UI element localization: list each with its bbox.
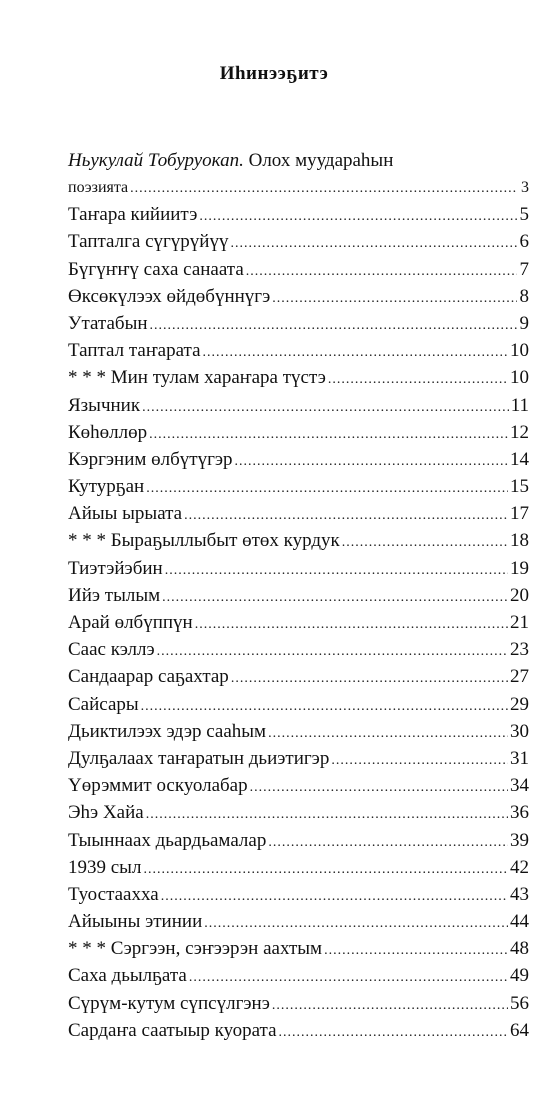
toc-entry-title: 1939 сыл bbox=[68, 856, 142, 878]
toc-entry bbox=[68, 962, 529, 989]
toc-leader-dots bbox=[268, 829, 508, 854]
toc-entry-title: Үөрэммит оскуолабар bbox=[68, 775, 248, 797]
toc-leader-dots bbox=[150, 312, 518, 337]
toc-page-number: 3 bbox=[521, 179, 529, 196]
toc-leader-dots bbox=[204, 910, 508, 935]
toc-entry-title: * * * Сэргээн, сэҥээрэн аахтым bbox=[68, 938, 323, 960]
toc-entry bbox=[68, 854, 529, 881]
toc-leader-dots bbox=[203, 339, 509, 364]
toc-entry-title: Дулҕалаах таҥаратын дьиэтигэр bbox=[68, 747, 330, 769]
toc-page-number: 30 bbox=[510, 720, 529, 742]
toc-entry-title: Ийэ тылым bbox=[68, 584, 161, 606]
toc-leader-dots bbox=[141, 693, 508, 718]
toc-leader-dots bbox=[324, 937, 508, 962]
toc-page-number: 15 bbox=[510, 476, 529, 498]
toc-entry-title: Эһэ Хайа bbox=[68, 802, 144, 824]
toc-entry bbox=[68, 256, 529, 283]
toc-entry bbox=[68, 609, 529, 636]
toc-entry bbox=[68, 392, 529, 419]
toc-page-number: 39 bbox=[510, 829, 529, 851]
toc-page-number: 44 bbox=[510, 911, 529, 933]
toc-page-number: 42 bbox=[510, 856, 529, 878]
toc-entry-title: Айыы ырыата bbox=[68, 503, 183, 525]
toc-entry bbox=[68, 527, 529, 554]
toc-leader-dots bbox=[230, 230, 517, 255]
toc-entry bbox=[68, 364, 529, 391]
toc-leader-dots bbox=[331, 747, 508, 772]
toc-leader-dots bbox=[272, 285, 517, 310]
toc-page-number: 17 bbox=[510, 503, 529, 525]
toc-entry-title: Утатабын bbox=[68, 312, 148, 334]
toc-page-number: 14 bbox=[510, 448, 529, 470]
toc-leader-dots bbox=[250, 774, 508, 799]
toc-entry bbox=[68, 500, 529, 527]
toc-entry bbox=[68, 745, 529, 772]
toc-entry-title: Туостаахха bbox=[68, 883, 159, 905]
toc-page-number: 27 bbox=[510, 666, 529, 688]
toc-entry bbox=[68, 283, 529, 310]
toc-entry bbox=[68, 691, 529, 718]
toc-leader-dots bbox=[235, 448, 508, 473]
toc-entry-title: Тапталга сүгүрүйүү bbox=[68, 231, 229, 253]
toc-entry-title: Өксөкүлээх өйдөбүннүгэ bbox=[68, 285, 271, 307]
toc-entry-title: Язычник bbox=[68, 394, 141, 416]
toc-entry bbox=[68, 908, 529, 935]
toc-leader-dots bbox=[130, 175, 517, 201]
toc-leader-dots bbox=[272, 992, 508, 1017]
toc-entry bbox=[68, 663, 529, 690]
toc-entry-title: Саха дьылҕата bbox=[68, 965, 187, 987]
toc-entry bbox=[68, 799, 529, 826]
toc-leader-dots bbox=[328, 366, 508, 391]
table-of-contents bbox=[68, 148, 529, 1044]
toc-page-number: 29 bbox=[510, 693, 529, 715]
toc-entry-title: * * * Мин тулам хараҥара түстэ bbox=[68, 367, 326, 389]
toc-entry-title: Тыыннаах дьардьамалар bbox=[68, 829, 267, 851]
toc-entry bbox=[68, 1017, 529, 1044]
toc-leader-dots bbox=[165, 557, 508, 582]
toc-entry-title: * * * Быраҕыллыбыт өтөх курдук bbox=[68, 530, 340, 552]
toc-page-number: 10 bbox=[510, 340, 529, 362]
toc-entry-title: Тиэтэйэбин bbox=[68, 557, 163, 579]
toc-page-number: 43 bbox=[510, 883, 529, 905]
toc-entries bbox=[68, 174, 529, 1044]
toc-leader-dots bbox=[342, 529, 508, 554]
toc-page-number: 23 bbox=[510, 639, 529, 661]
toc-page-number: 64 bbox=[510, 1019, 529, 1041]
toc-entry bbox=[68, 228, 529, 255]
toc-page-number: 21 bbox=[510, 612, 529, 633]
toc-entry bbox=[68, 446, 529, 473]
toc-leader-dots bbox=[246, 258, 517, 283]
toc-entry-title: Кэргэним өлбүтүгэр bbox=[68, 448, 233, 470]
toc-entry-title: Таҥара кийиитэ bbox=[68, 204, 198, 226]
toc-entry bbox=[68, 990, 529, 1017]
toc-leader-dots bbox=[189, 964, 508, 989]
toc-entry-title: Саас кэллэ bbox=[68, 639, 155, 661]
toc-leader-dots bbox=[199, 203, 517, 228]
toc-entry bbox=[68, 473, 529, 500]
toc-entry-title: Таптал таҥарата bbox=[68, 340, 201, 362]
toc-leader-dots bbox=[231, 665, 508, 690]
toc-entry bbox=[68, 772, 529, 799]
toc-leader-dots bbox=[162, 584, 508, 609]
toc-leader-dots bbox=[142, 394, 509, 419]
toc-entry bbox=[68, 718, 529, 745]
toc-entry bbox=[68, 419, 529, 446]
toc-entry-title: Айыыны этинии bbox=[68, 911, 203, 933]
toc-page-number: 56 bbox=[510, 992, 529, 1014]
toc-entry bbox=[68, 582, 529, 609]
toc-leader-dots bbox=[279, 1019, 509, 1044]
toc-page-number: 8 bbox=[519, 285, 529, 307]
toc-leader-dots bbox=[161, 883, 508, 908]
toc-page-number: 34 bbox=[510, 775, 529, 797]
intro-author: Ньукулай Тобуруокап. bbox=[68, 150, 244, 171]
toc-page-number: 19 bbox=[510, 557, 529, 579]
toc-entry-title: Сүрүм-кутум сүпсүлгэнэ bbox=[68, 992, 270, 1014]
toc-entry-title: Көһөллөр bbox=[68, 421, 148, 443]
toc-page-number: 12 bbox=[510, 421, 529, 443]
toc-entry-title: Арай өлбүппүн bbox=[68, 612, 193, 633]
toc-page-number: 48 bbox=[510, 938, 529, 960]
toc-page-number: 49 bbox=[510, 965, 529, 987]
toc-entry bbox=[68, 555, 529, 582]
toc-entry-title: Сандаарар саҕахтар bbox=[68, 666, 229, 688]
toc-entry-title: Сайсары bbox=[68, 693, 139, 715]
toc-page-number: 36 bbox=[510, 802, 529, 824]
toc-leader-dots bbox=[184, 502, 508, 527]
toc-entry-title: Дьиктилээх эдэр сааһым bbox=[68, 720, 267, 742]
toc-entry bbox=[68, 881, 529, 908]
toc-entry bbox=[68, 174, 529, 201]
toc-page-number: 31 bbox=[510, 747, 529, 769]
toc-entry bbox=[68, 201, 529, 228]
toc-entry bbox=[68, 636, 529, 663]
toc-leader-dots bbox=[146, 475, 508, 500]
toc-entry-title: Кутурҕан bbox=[68, 476, 145, 498]
toc-page-number: 11 bbox=[510, 394, 529, 416]
toc-leader-dots bbox=[195, 611, 508, 636]
toc-entry bbox=[68, 935, 529, 962]
toc-page-number: 6 bbox=[519, 231, 529, 253]
toc-leader-dots bbox=[157, 638, 508, 663]
toc-leader-dots bbox=[143, 856, 508, 881]
toc-entry-title: поэзията bbox=[68, 179, 129, 196]
toc-page-number: 7 bbox=[519, 258, 529, 280]
toc-page-number: 10 bbox=[510, 367, 529, 389]
toc-entry bbox=[68, 337, 529, 364]
toc-page-number: 5 bbox=[519, 204, 529, 226]
toc-leader-dots bbox=[149, 421, 508, 446]
toc-entry-title: Сардаҥа саатыыр куората bbox=[68, 1019, 277, 1041]
toc-leader-dots bbox=[146, 801, 508, 826]
toc-entry bbox=[68, 310, 529, 337]
page-title: Иһинээҕитэ bbox=[219, 63, 329, 84]
toc-page-number: 18 bbox=[510, 530, 529, 552]
toc-entry bbox=[68, 827, 529, 854]
toc-entry-title: Бүгүҥҥү саха санаата bbox=[68, 258, 244, 280]
toc-intro-line bbox=[68, 148, 529, 174]
toc-leader-dots bbox=[268, 720, 508, 745]
intro-title-start: Олох муудараһын bbox=[248, 150, 394, 171]
toc-page-number: 9 bbox=[519, 312, 529, 334]
toc-page-number: 20 bbox=[510, 584, 529, 606]
